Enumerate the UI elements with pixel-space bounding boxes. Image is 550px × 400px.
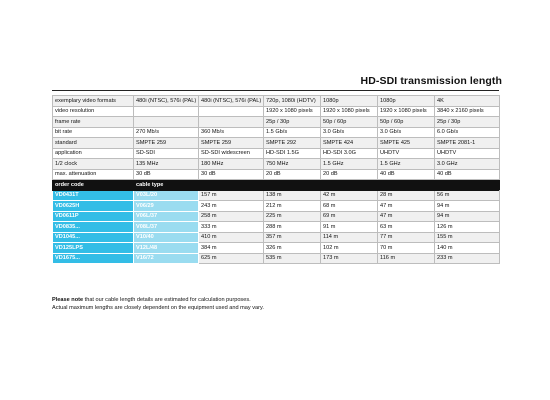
spec-row [53, 159, 500, 170]
spec-value-cell: 20 dB [321, 169, 378, 180]
spec-value-cell [134, 106, 199, 117]
title-divider [52, 90, 499, 91]
header-spacer [199, 180, 264, 191]
spec-row [53, 169, 500, 180]
spec-value-cell: HD-SDI 3.0G [321, 148, 378, 159]
length-cell: 212 m [264, 201, 321, 212]
length-cell: 42 m [321, 190, 378, 201]
spec-value-cell: 3.0 Gb/s [321, 127, 378, 138]
cable-type-header: cable type [134, 180, 199, 191]
spec-value-cell: 1.5 Gb/s [264, 127, 321, 138]
spec-value-cell [199, 106, 264, 117]
spec-value-cell: SMPTE 259 [199, 138, 264, 149]
spec-value-cell: SD-SDI widescreen [199, 148, 264, 159]
spec-value-cell: 3.0 GHz [435, 159, 500, 170]
spec-value-cell: 40 dB [378, 169, 435, 180]
length-cell: 233 m [435, 253, 500, 264]
order-code-cell: VD1045... [53, 232, 134, 243]
length-cell: 326 m [264, 243, 321, 254]
spec-row [53, 117, 500, 128]
order-code-cell: VD0835... [53, 222, 134, 233]
table-row [53, 243, 500, 254]
spec-label-cell: frame rate [53, 117, 134, 128]
table-row [53, 201, 500, 212]
length-cell: 56 m [435, 190, 500, 201]
spec-value-cell: 1920 x 1080 pixels [378, 106, 435, 117]
spec-value-cell: 50p / 60p [378, 117, 435, 128]
spec-row [53, 138, 500, 149]
length-cell: 138 m [264, 190, 321, 201]
note-line-1 [52, 297, 499, 305]
spec-value-cell: 1920 x 1080 pixels [321, 106, 378, 117]
table-header-row [53, 180, 500, 191]
length-cell: 70 m [378, 243, 435, 254]
length-cell: 258 m [199, 211, 264, 222]
length-cell: 157 m [199, 190, 264, 201]
transmission-table [52, 95, 500, 264]
length-cell: 63 m [378, 222, 435, 233]
spec-value-cell: 360 Mb/s [199, 127, 264, 138]
spec-value-cell: 4K [435, 96, 500, 107]
spec-value-cell: 720p, 1080i (HDTV) [264, 96, 321, 107]
spec-value-cell: SMPTE 259 [134, 138, 199, 149]
spec-value-cell [134, 117, 199, 128]
header-spacer [435, 180, 500, 191]
length-cell: 94 m [435, 201, 500, 212]
spec-label-cell: standard [53, 138, 134, 149]
table-row [53, 211, 500, 222]
length-cell: 225 m [264, 211, 321, 222]
length-cell: 288 m [264, 222, 321, 233]
spec-row [53, 148, 500, 159]
note-text: that our cable length details are estimated for calculation purposes. [83, 297, 251, 303]
spec-value-cell: 1.5 GHz [321, 159, 378, 170]
spec-row [53, 96, 500, 107]
spec-value-cell: 40 dB [435, 169, 500, 180]
spec-label-cell: application [53, 148, 134, 159]
length-cell: 155 m [435, 232, 500, 243]
spec-value-cell: 30 dB [134, 169, 199, 180]
spec-value-cell: 1.5 GHz [378, 159, 435, 170]
length-cell: 173 m [321, 253, 378, 264]
note-line-2: Actual maximum lengths are closely dependent on the equipment used and may vary. [52, 304, 264, 311]
length-cell: 410 m [199, 232, 264, 243]
order-code-cell: VD1675... [53, 253, 134, 264]
length-cell: 140 m [435, 243, 500, 254]
length-cell: 102 m [321, 243, 378, 254]
spec-value-cell: SMPTE 292 [264, 138, 321, 149]
table-row [53, 222, 500, 233]
spec-value-cell: SMPTE 425 [378, 138, 435, 149]
page-title: HD-SDI transmission length [360, 75, 502, 87]
length-cell: 68 m [321, 201, 378, 212]
length-cell: 333 m [199, 222, 264, 233]
cable-type-cell: V10/40 [134, 232, 199, 243]
length-cell: 77 m [378, 232, 435, 243]
length-cell: 47 m [378, 211, 435, 222]
spec-rows [53, 96, 500, 264]
cable-type-cell: V03L/20 [134, 190, 199, 201]
spec-value-cell: 480i (NTSC), 576i (PAL) [199, 96, 264, 107]
spec-value-cell: 25p / 30p [435, 117, 500, 128]
spec-value-cell: UHDTV [378, 148, 435, 159]
length-cell: 384 m [199, 243, 264, 254]
spec-label-cell: 1/2 clock [53, 159, 134, 170]
cable-type-cell: V08L/37 [134, 222, 199, 233]
spec-value-cell: UHDTV [435, 148, 500, 159]
spec-value-cell: 30 dB [199, 169, 264, 180]
spec-value-cell: HD-SDI 1.5G [264, 148, 321, 159]
table-row [53, 190, 500, 201]
order-code-cell: VD0431T [53, 190, 134, 201]
spec-value-cell: 135 MHz [134, 159, 199, 170]
length-cell: 126 m [435, 222, 500, 233]
spec-value-cell: 6.0 Gb/s [435, 127, 500, 138]
length-cell: 535 m [264, 253, 321, 264]
length-cell: 91 m [321, 222, 378, 233]
spec-value-cell: 1080p [321, 96, 378, 107]
length-cell: 116 m [378, 253, 435, 264]
spec-value-cell: 480i (NTSC), 576i (PAL) [134, 96, 199, 107]
length-cell: 94 m [435, 211, 500, 222]
header-spacer [378, 180, 435, 191]
cable-type-cell: V06L/37 [134, 211, 199, 222]
length-cell: 47 m [378, 201, 435, 212]
cable-type-cell: V16/72 [134, 253, 199, 264]
spec-value-cell: SMPTE 424 [321, 138, 378, 149]
spec-value-cell: 3.0 Gb/s [378, 127, 435, 138]
spec-value-cell: 750 MHz [264, 159, 321, 170]
length-cell: 625 m [199, 253, 264, 264]
length-cell: 243 m [199, 201, 264, 212]
header-spacer [321, 180, 378, 191]
length-cell: 69 m [321, 211, 378, 222]
spec-label-cell: exemplary video formats [53, 96, 134, 107]
cable-type-cell: V06/29 [134, 201, 199, 212]
spec-value-cell: SD-SDI [134, 148, 199, 159]
order-code-cell: VD0611P [53, 211, 134, 222]
spec-value-cell: 270 Mb/s [134, 127, 199, 138]
table-row [53, 232, 500, 243]
order-code-cell: VD125LPS [53, 243, 134, 254]
length-cell: 28 m [378, 190, 435, 201]
order-code-header: order code [53, 180, 134, 191]
spec-label-cell: max. attenuation [53, 169, 134, 180]
footnotes [52, 297, 499, 312]
spec-value-cell: 25p / 30p [264, 117, 321, 128]
length-cell: 114 m [321, 232, 378, 243]
spec-value-cell: 180 MHz [199, 159, 264, 170]
spec-value-cell: 20 dB [264, 169, 321, 180]
note-label: Please note [52, 297, 84, 303]
spec-value-cell: 1920 x 1080 pixels [264, 106, 321, 117]
spec-label-cell: video resolution [53, 106, 134, 117]
spec-row [53, 127, 500, 138]
spec-value-cell: SMPTE 2081-1 [435, 138, 500, 149]
order-code-cell: VD0625H [53, 201, 134, 212]
spec-value-cell: 3840 x 2160 pixels [435, 106, 500, 117]
cable-type-cell: V12L/48 [134, 243, 199, 254]
spec-row [53, 106, 500, 117]
spec-value-cell: 50p / 60p [321, 117, 378, 128]
length-cell: 357 m [264, 232, 321, 243]
spec-label-cell: bit rate [53, 127, 134, 138]
header-spacer [264, 180, 321, 191]
spec-value-cell: 1080p [378, 96, 435, 107]
table-row [53, 253, 500, 264]
spec-value-cell [199, 117, 264, 128]
